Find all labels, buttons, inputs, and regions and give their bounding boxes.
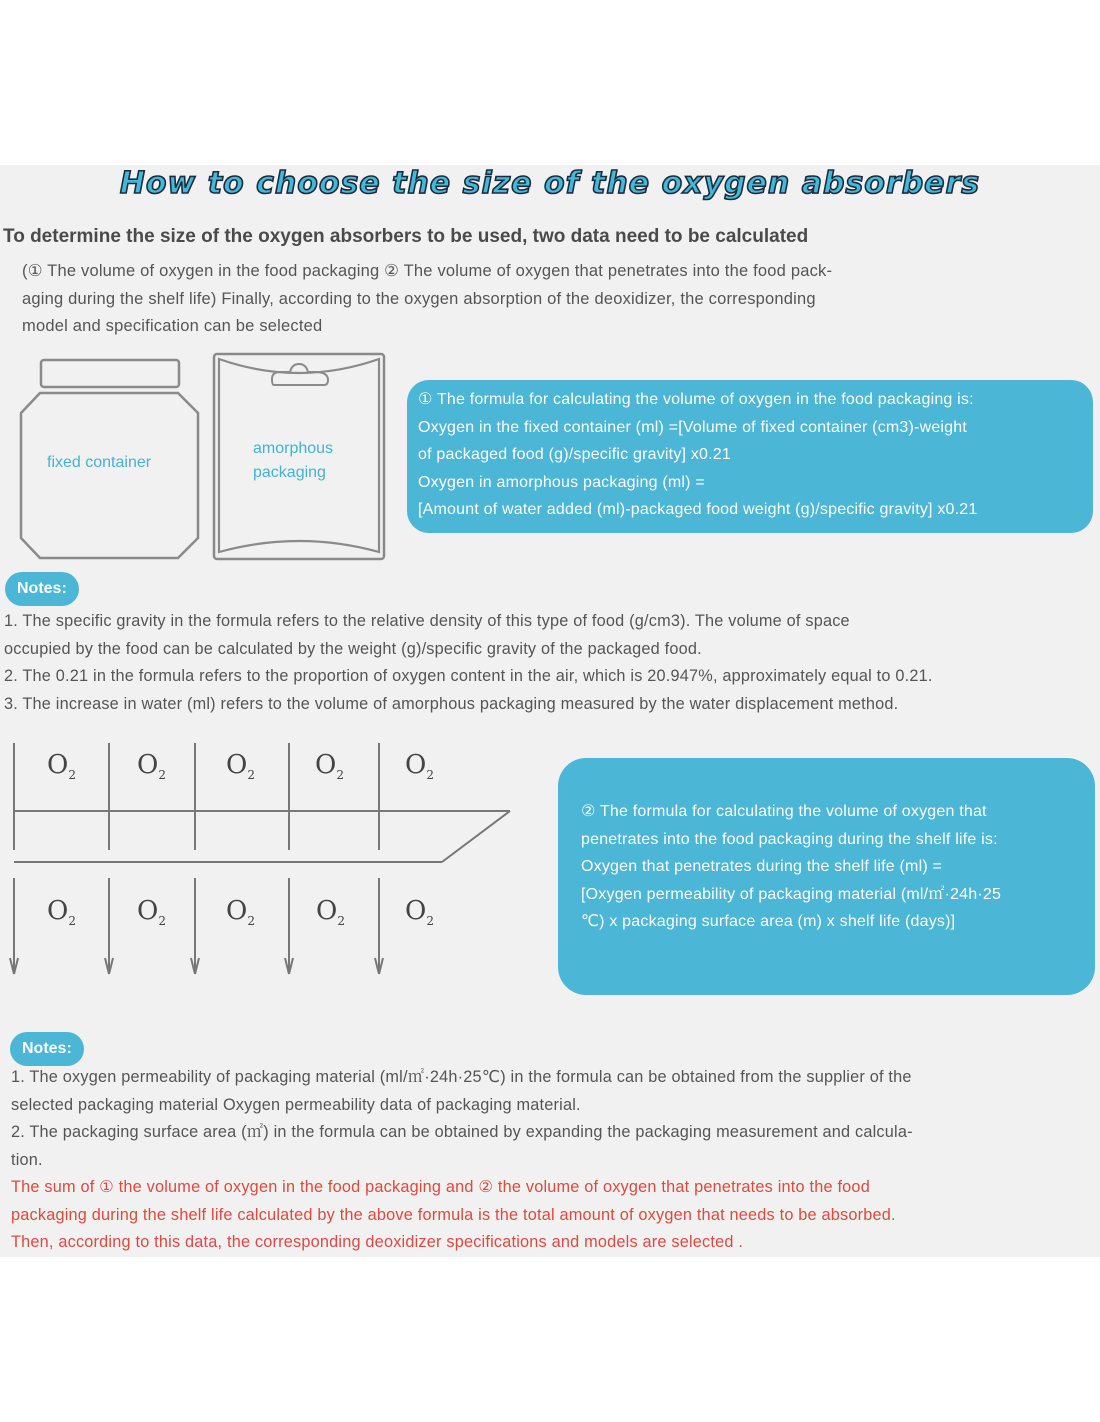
- formula-2-box: [558, 758, 1095, 995]
- intro-line: aging during the shelf life) Finally, according to the oxygen absorption of the deoxidizer, the corresponding: [22, 289, 816, 308]
- amorphous-label-line: packaging: [253, 464, 326, 481]
- note-line: 2. The 0.21 in the formula refers to the proportion of oxygen content in the air, which is 20.947%, approximately equal to 0.21.: [4, 667, 933, 685]
- formula-1-line: ① The formula for calculating the volume of oxygen in the food packaging is:: [418, 391, 974, 408]
- notes-2-list: [11, 1064, 913, 1257]
- o2-molecule: $O_2$: [47, 750, 76, 783]
- o2-molecule: $O_2$: [137, 896, 166, 929]
- o2-molecule: $O_2$: [315, 750, 344, 783]
- intro-text: [22, 258, 1002, 341]
- notes-1-list: [4, 608, 933, 718]
- o2-molecule: $O_2$: [226, 750, 255, 783]
- formula-1-line: [Amount of water added (ml)-packaged food weight (g)/specific gravity] x0.21: [418, 501, 978, 518]
- formula-2-line: ② The formula for calculating the volume of oxygen that: [581, 803, 987, 820]
- formula-1-line: Oxygen in amorphous packaging (ml) =: [418, 473, 705, 491]
- note-line: 1. The specific gravity in the formula refers to the relative density of this type of food (g/cm3). The volume of space: [4, 612, 850, 630]
- o2-molecule: $O_2$: [316, 896, 345, 929]
- section-heading: To determine the size of the oxygen absorbers to be used, two data need to be calculated: [3, 226, 809, 247]
- intro-line: model and specification can be selected: [22, 317, 323, 335]
- notes-badge: Notes:: [10, 1032, 84, 1066]
- intro-line: (① The volume of oxygen in the food packaging ② The volume of oxygen that penetrates into the food pack-: [22, 262, 833, 280]
- formula-1-line: Oxygen in the fixed container (ml) =[Volume of fixed container (cm3)-weight: [418, 418, 968, 436]
- note-line: 1. The oxygen permeability of packaging material (ml/㎡·24h·25℃) in the formula can be obtained from the supplier of the: [11, 1068, 912, 1086]
- amorphous-packaging-label: [253, 437, 333, 485]
- formula-2-line: penetrates into the food packaging during the shelf life is:: [581, 830, 998, 848]
- amorphous-label-line: amorphous: [253, 440, 334, 457]
- note-line: selected packaging material Oxygen permeability data of packaging material.: [11, 1095, 581, 1114]
- note-line: 2. The packaging surface area (㎡) in the formula can be obtained by expanding the packaging measurement and calcula-: [11, 1123, 913, 1141]
- formula-2-line: Oxygen that penetrates during the shelf life (ml) =: [581, 858, 943, 875]
- formula-2-line: [Oxygen permeability of packaging material (ml/㎡·24h·25: [581, 885, 1002, 903]
- fixed-container-label: fixed container: [47, 454, 152, 471]
- note-line: 3. The increase in water (ml) refers to the volume of amorphous packaging measured by the water displacement method.: [4, 694, 899, 713]
- oxygen-permeation-diagram: [0, 738, 540, 983]
- note-line: occupied by the food can be calculated by the weight (g)/specific gravity of the packaged food.: [4, 639, 702, 658]
- conclusion-line: The sum of ① the volume of oxygen in the food packaging and ② the volume of oxygen that penetrates into the food: [11, 1178, 870, 1196]
- page-title: How to choose the size of the oxygen absorbers: [119, 166, 981, 201]
- o2-molecule: $O_2$: [405, 750, 434, 783]
- formula-1-line: of packaged food (g)/specific gravity] x0.21: [418, 446, 731, 463]
- formula-2-line: ℃) x packaging surface area (m) x shelf life (days)]: [581, 913, 956, 930]
- notes-badge: Notes:: [5, 572, 79, 606]
- o2-molecule: $O_2$: [405, 896, 434, 929]
- formula-1-box: [407, 380, 1093, 533]
- o2-molecule: $O_2$: [226, 896, 255, 929]
- note-line: tion.: [11, 1150, 43, 1169]
- conclusion-line: packaging during the shelf life calculated by the above formula is the total amount of oxygen that needs to be absorbed.: [11, 1205, 896, 1224]
- o2-molecule: $O_2$: [47, 896, 76, 929]
- o2-molecule: $O_2$: [137, 750, 166, 783]
- conclusion-line: Then, according to this data, the corresponding deoxidizer specifications and models are selected .: [11, 1233, 744, 1251]
